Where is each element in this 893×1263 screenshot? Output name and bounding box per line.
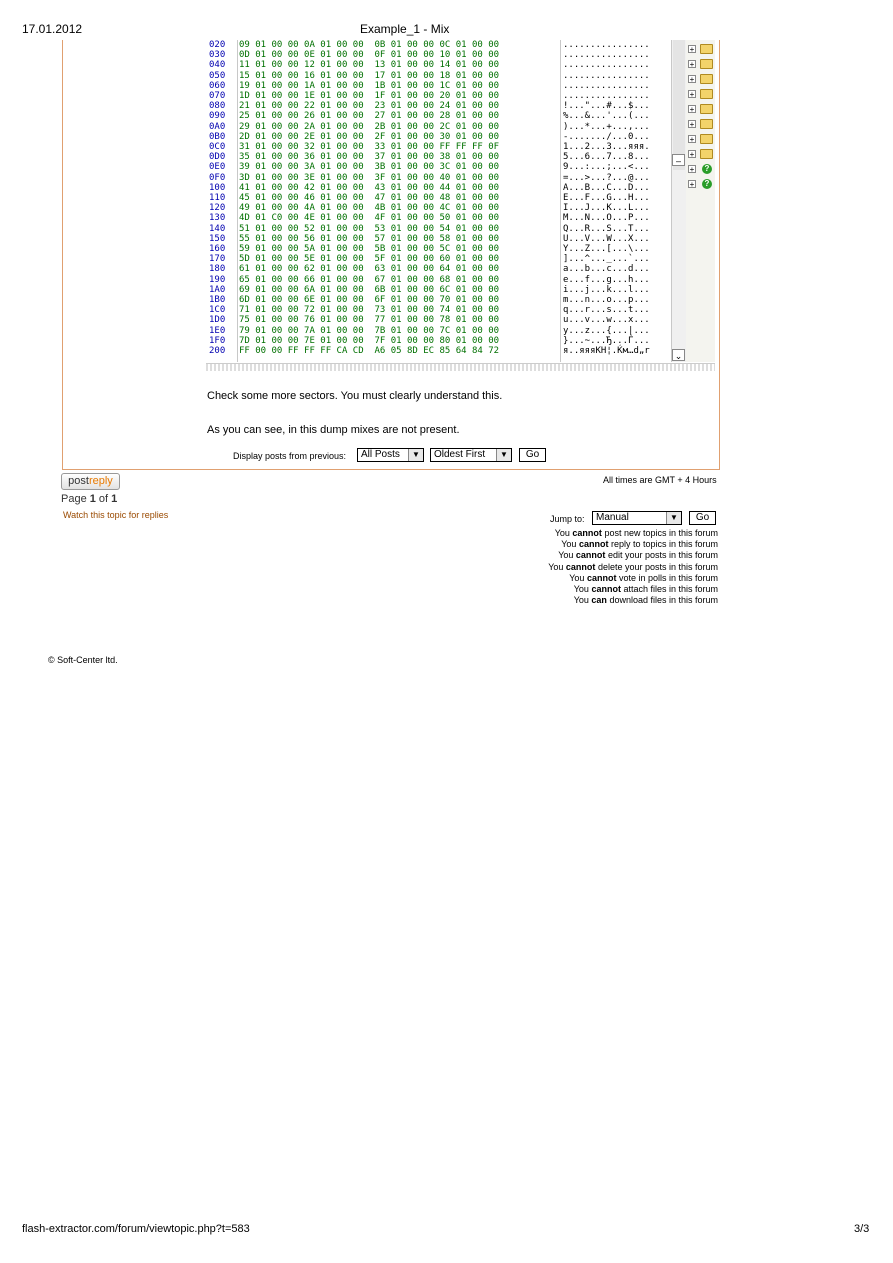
ascii-row[interactable]: }...~...Ђ...Ѓ... [563,335,650,346]
ascii-row[interactable]: M...N...O...P... [563,213,650,224]
permission-line [548,562,718,572]
permission-line [558,550,718,560]
offset-cell: 090 [209,111,226,122]
help-icon: ? [702,164,712,174]
tree-node[interactable] [688,88,715,100]
offset-cell: 1F0 [209,335,226,346]
hex-row[interactable]: 65 01 00 00 66 01 00 00 67 01 00 00 68 01 00 00 [239,274,500,285]
ascii-row[interactable]: i...j...k...l... [563,284,650,295]
jump-value: Manual [596,512,629,523]
post-text-1: Check some more sectors. You must clearly understand this. [207,390,503,402]
ascii-row[interactable]: y...z...{...|... [563,325,650,336]
offset-cell: 110 [209,193,226,204]
hex-row[interactable]: 49 01 00 00 4A 01 00 00 4B 01 00 00 4C 01 00 00 [239,203,500,214]
print-title: Example_1 - Mix [360,22,450,36]
hex-row[interactable]: 51 01 00 00 52 01 00 00 53 01 00 00 54 01 00 00 [239,223,500,234]
hex-row[interactable]: 61 01 00 00 62 01 00 00 63 01 00 00 64 01 00 00 [239,264,500,275]
ascii-column [563,40,671,356]
hex-row[interactable]: 71 01 00 00 72 01 00 00 73 01 00 00 74 01 00 00 [239,305,500,316]
posts-filter-select[interactable] [357,448,424,462]
tree-node[interactable] [688,148,715,160]
permission-pre: You [558,550,576,561]
ascii-row[interactable]: ................ [563,80,650,91]
ascii-row[interactable]: U...V...W...X... [563,233,650,244]
tree-node[interactable] [688,58,715,70]
permission-post: post new topics in this forum [601,528,718,538]
offset-cell: 100 [209,182,226,193]
permission-pre: You [573,584,592,594]
permission-bold: cannot [565,561,596,572]
hex-row[interactable]: 11 01 00 00 12 01 00 00 13 01 00 00 14 01 00 00 [239,60,500,71]
collapse-icon[interactable]: – [672,154,685,166]
permission-post: vote in polls in this forum [616,572,718,583]
sort-order-value: Oldest First [434,449,486,460]
hex-row[interactable]: 09 01 00 00 0A 01 00 00 0B 01 00 00 0C 01 00 00 [239,40,500,50]
tree-node[interactable] [688,43,715,55]
post-reply-button[interactable] [61,473,120,490]
pagination [61,493,117,505]
page-current: 1 [89,493,96,505]
expand-icon[interactable]: + [689,150,695,159]
folder-icon [700,44,713,54]
jump-select[interactable] [592,511,682,525]
chevron-down-icon: ▼ [496,449,511,461]
expand-icon[interactable]: + [689,165,695,174]
offset-cell: 180 [209,264,226,275]
ascii-row[interactable]: 9...:...;...<... [563,162,650,173]
offset-cell: 190 [209,274,226,285]
offset-cell: 070 [209,91,226,102]
permission-bold: cannot [578,539,609,550]
offset-cell: 0F0 [209,172,226,183]
offset-cell: 1B0 [209,295,226,306]
hex-row[interactable]: 15 01 00 00 16 01 00 00 17 01 00 00 18 01 00 00 [239,70,500,81]
hex-row[interactable]: 45 01 00 00 46 01 00 00 47 01 00 00 48 01 00 00 [239,193,500,204]
hex-row[interactable]: 7D 01 00 00 7E 01 00 00 7F 01 00 00 80 01 00 00 [239,335,500,346]
page-prefix: Page [61,493,90,505]
offset-cell: 0C0 [209,142,226,153]
ascii-row[interactable]: %...&...'...(... [563,111,650,122]
jump-go-button[interactable]: Go [689,511,716,525]
offset-cell: 200 [209,346,226,357]
page-of: of [95,493,112,505]
jump-label: Jump to: [550,514,585,524]
print-date: 17.01.2012 [22,22,83,36]
hex-row[interactable]: 21 01 00 00 22 01 00 00 23 01 00 00 24 01 00 00 [239,101,500,112]
permission-line [561,539,718,549]
expand-icon[interactable]: + [689,60,695,69]
hex-row[interactable]: 39 01 00 00 3A 01 00 00 3B 01 00 00 3C 01 00 00 [239,162,500,173]
hex-row[interactable]: 31 01 00 00 32 01 00 00 33 01 00 00 FF FF FF 0F [239,142,500,153]
expand-icon[interactable]: + [689,120,695,129]
hex-row[interactable]: 59 01 00 00 5A 01 00 00 5B 01 00 00 5C 01 00 00 [239,244,500,255]
divider [560,40,561,362]
hex-column [239,40,559,356]
offset-cell: 160 [209,244,226,255]
offset-cell: 080 [209,101,226,112]
offset-cell: 0A0 [209,121,226,132]
offset-column [209,40,237,356]
scroll-thumb[interactable] [673,40,685,170]
expand-icon[interactable]: + [689,75,695,84]
hex-row[interactable]: 19 01 00 00 1A 01 00 00 1B 01 00 00 1C 01 00 00 [239,80,500,91]
permission-pre: You [569,572,587,583]
ascii-row[interactable]: ................ [563,40,650,50]
hex-row[interactable]: 2D 01 00 00 2E 01 00 00 2F 01 00 00 30 01 00 00 [239,131,500,142]
offset-cell: 0D0 [209,152,226,163]
hex-row[interactable]: 1D 01 00 00 1E 01 00 00 1F 01 00 00 20 01 00 00 [239,91,500,102]
expand-icon[interactable]: + [689,45,695,54]
chevron-down-icon: ▼ [666,512,681,524]
structure-tree [686,40,715,362]
offset-cell: 030 [209,50,226,61]
permission-post: attach files in this forum [620,584,718,594]
ascii-row[interactable]: m...n...o...p... [563,295,650,306]
permission-pre: You [548,561,566,572]
hex-row[interactable]: 0D 01 00 00 0E 01 00 00 0F 01 00 00 10 01 00 00 [239,50,500,61]
permission-pre: You [561,539,579,550]
offset-cell: 140 [209,223,226,234]
permission-line [574,584,718,594]
hex-dump-viewer [206,40,715,370]
posts-filter-value: All Posts [361,449,400,460]
folder-icon [700,134,713,144]
display-label: Display posts from previous: [233,451,347,461]
ascii-row[interactable]: -......./...0... [563,131,650,142]
folder-icon [700,74,713,84]
permission-bold: cannot [591,584,621,594]
permission-post: download files in this forum [606,595,718,606]
hex-row[interactable]: 4D 01 C0 00 4E 01 00 00 4F 01 00 00 50 01 00 00 [239,213,500,224]
hex-row[interactable]: 3D 01 00 00 3E 01 00 00 3F 01 00 00 40 01 00 00 [239,172,500,183]
ascii-row[interactable]: ................ [563,60,650,71]
ascii-row[interactable]: ................ [563,50,650,61]
divider [237,40,238,362]
ascii-row[interactable]: я..яяяКН¦.Ќм…d„r [563,346,650,357]
post-reply-label-a: post [68,475,89,487]
ascii-row[interactable]: e...f...g...h... [563,274,650,285]
offset-cell: 150 [209,233,226,244]
hex-row[interactable]: 6D 01 00 00 6E 01 00 00 6F 01 00 00 70 01 00 00 [239,295,500,306]
post-text-2: As you can see, in this dump mixes are not present. [207,424,460,436]
permission-line [555,528,718,538]
hex-row[interactable]: 69 01 00 00 6A 01 00 00 6B 01 00 00 6C 01 00 00 [239,284,500,295]
page-total: 1 [111,493,118,505]
vertical-scrollbar[interactable] [671,40,686,362]
ascii-row[interactable]: )...*...+...,... [563,121,650,132]
hex-row[interactable]: 25 01 00 00 26 01 00 00 27 01 00 00 28 01 00 00 [239,111,500,122]
print-url: flash-extractor.com/forum/viewtopic.php?t=583 [22,1223,250,1235]
hex-row[interactable]: 35 01 00 00 36 01 00 00 37 01 00 00 38 01 00 00 [239,152,500,163]
tree-node[interactable] [688,118,715,130]
expand-icon[interactable]: + [689,105,695,114]
copyright: © Soft-Center ltd. [48,655,118,665]
permission-bold: cannot [575,550,606,561]
ascii-row[interactable]: E...F...G...H... [563,193,650,204]
hex-row[interactable]: 75 01 00 00 76 01 00 00 77 01 00 00 78 01 00 00 [239,315,500,326]
offset-cell: 1E0 [209,325,226,336]
offset-cell: 020 [209,40,226,50]
folder-icon [700,149,713,159]
ascii-row[interactable]: ................ [563,70,650,81]
watch-topic-link[interactable]: Watch this topic for replies [63,510,169,520]
ascii-row[interactable]: =...>...?...@... [563,172,650,183]
expand-icon[interactable]: + [689,90,695,99]
sort-order-select[interactable] [430,448,512,462]
chevron-down-icon: ▼ [408,449,423,461]
print-page-number: 3/3 [854,1223,870,1235]
ascii-row[interactable]: u...v...w...x... [563,315,650,326]
hex-row[interactable]: 41 01 00 00 42 01 00 00 43 01 00 00 44 01 00 00 [239,182,500,193]
help-icon: ? [702,179,712,189]
permission-bold: cannot [572,528,602,538]
folder-icon [700,119,713,129]
ascii-row[interactable]: I...J...K...L... [563,203,650,214]
tree-node[interactable] [688,73,715,85]
offset-cell: 130 [209,213,226,224]
display-go-button[interactable]: Go [519,448,546,462]
ascii-row[interactable]: !..."...#...$... [563,101,650,112]
permission-line [574,595,718,605]
offset-cell: 040 [209,60,226,71]
ascii-row[interactable]: ]...^..._...`... [563,254,650,265]
offset-cell: 1A0 [209,284,226,295]
post-reply-label-b: reply [88,475,113,487]
ascii-row[interactable]: 5...6...7...8... [563,152,650,163]
permission-post: reply to topics in this forum [608,539,718,550]
hex-row[interactable]: 29 01 00 00 2A 01 00 00 2B 01 00 00 2C 01 00 00 [239,121,500,132]
ascii-row[interactable]: Y...Z...[...\... [563,244,650,255]
offset-cell: 0E0 [209,162,226,173]
permission-bold: can [591,595,607,606]
permission-line [569,573,718,583]
permission-bold: cannot [586,572,617,583]
expand-icon[interactable]: + [689,180,695,189]
folder-icon [700,59,713,69]
ascii-row[interactable]: Q...R...S...T... [563,223,650,234]
ascii-row[interactable]: q...r...s...t... [563,305,650,316]
tree-node[interactable] [688,133,715,145]
ascii-row[interactable]: A...B...C...D... [563,182,650,193]
hex-row[interactable]: FF 00 00 FF FF FF CA CD A6 05 8D EC 85 64 84 72 [239,346,500,357]
hex-row[interactable]: 55 01 00 00 56 01 00 00 57 01 00 00 58 01 00 00 [239,233,500,244]
offset-cell: 0B0 [209,131,226,142]
permission-pre: You [554,528,573,538]
expand-icon[interactable]: + [689,135,695,144]
permission-post: edit your posts in this forum [605,550,718,561]
offset-cell: 1D0 [209,315,226,326]
folder-icon [700,104,713,114]
hex-row[interactable]: 5D 01 00 00 5E 01 00 00 5F 01 00 00 60 01 00 00 [239,254,500,265]
offset-cell: 1C0 [209,305,226,316]
folder-icon [700,89,713,99]
offset-cell: 060 [209,80,226,91]
ascii-row[interactable]: 1...2...3...яяя. [563,142,650,153]
ascii-row[interactable]: a...b...c...d... [563,264,650,275]
scroll-down-icon[interactable]: ⌄ [672,349,685,361]
tree-node[interactable] [688,103,715,115]
permission-pre: You [573,595,592,606]
horizontal-scrollbar[interactable] [206,363,715,371]
hex-row[interactable]: 79 01 00 00 7A 01 00 00 7B 01 00 00 7C 01 00 00 [239,325,500,336]
timezone-note: All times are GMT + 4 Hours [603,475,717,485]
offset-cell: 050 [209,70,226,81]
tree-node[interactable] [688,163,715,175]
offset-cell: 170 [209,254,226,265]
tree-node[interactable] [688,178,715,190]
ascii-row[interactable]: ................ [563,91,650,102]
offset-cell: 120 [209,203,226,214]
permission-post: delete your posts in this forum [595,561,718,572]
